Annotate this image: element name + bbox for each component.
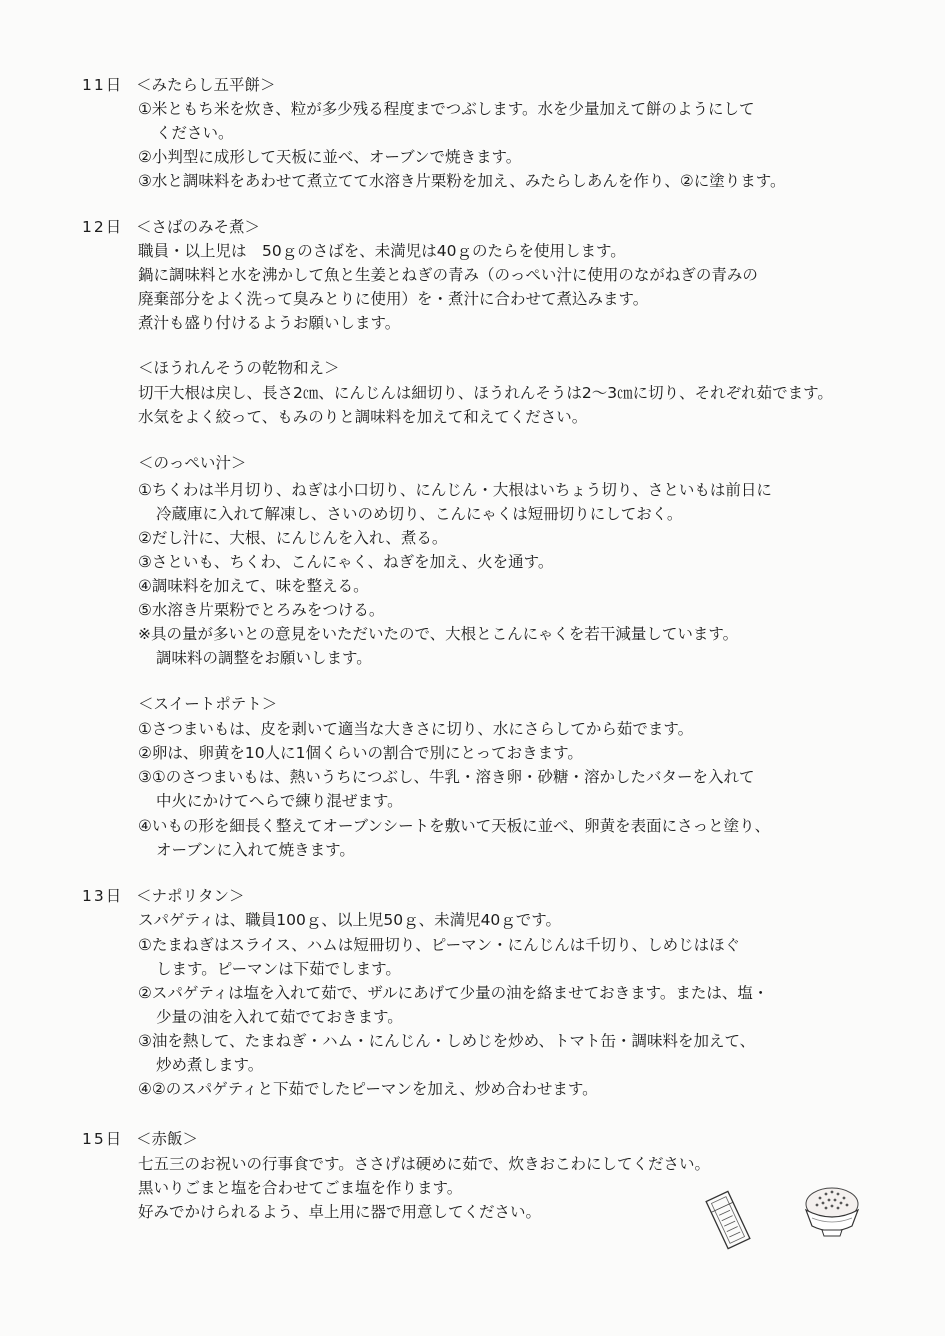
day-13-line-3: します。ピーマンは下茹でします。 — [156, 960, 401, 978]
sweet-potato-line-3: ③①のさつまいもは、熱いうちにつぶし、牛乳・溶き卵・砂糖・溶かしたバターを入れて — [138, 768, 755, 786]
day-15-line-2: 黒いりごまと塩を合わせてごま塩を作ります。 — [138, 1179, 463, 1197]
day-13-date: 13日 — [82, 887, 124, 905]
noppei-line-3: ②だし汁に、大根、にんじんを入れ、煮る。 — [138, 529, 448, 547]
day-12-date: 12日 — [82, 218, 124, 236]
day-11-line-2: ください。 — [156, 124, 234, 142]
spinach-line-2: 水気をよく絞って、もみのりと調味料を加えて和えてください。 — [138, 408, 588, 426]
noppei-line-1: ①ちくわは半月切り、ねぎは小口切り、にんじん・大根はいちょう切り、さといもは前日に — [138, 481, 772, 499]
sweet-potato-line-2: ②卵は、卵黄を10人に1個くらいの割合で別にとっておきます。 — [138, 744, 583, 762]
noppei-soup-title: ＜のっぺい汁＞ — [138, 454, 247, 472]
day-15-heading — [82, 1127, 198, 1151]
day-12-line-1: 職員・以上児は 50ｇのさばを、未満児は40ｇのたらを使用します。 — [138, 242, 626, 260]
day-13-line-8: ④②のスパゲティと下茹でしたピーマンを加え、炒め合わせます。 — [138, 1080, 598, 1098]
noppei-line-4: ③さといも、ちくわ、こんにゃく、ねぎを加え、火を通す。 — [138, 553, 554, 571]
sweet-potato-line-6: オーブンに入れて焼きます。 — [156, 841, 355, 859]
sweet-potato-line-4: 中火にかけてへらで練り混ぜます。 — [156, 792, 403, 810]
day-13-line-1: スパゲティは、職員100ｇ、以上児50ｇ、未満児40ｇです。 — [138, 911, 562, 929]
sweet-potato-title: ＜スイートポテト＞ — [138, 695, 278, 713]
day-11-line-3: ②小判型に成形して天板に並べ、オーブンで焼きます。 — [138, 148, 522, 166]
noppei-line-2: 冷蔵庫に入れて解凍し、さいのめ切り、こんにゃくは短冊切りにしておく。 — [156, 505, 683, 523]
day-15-line-1: 七五三のお祝いの行事食です。ささげは硬めに茹で、炊きおこわにしてください。 — [138, 1155, 710, 1173]
day-11-heading — [82, 73, 276, 97]
noppei-line-5: ④調味料を加えて、味を整える。 — [138, 577, 369, 595]
day-13-line-5: 少量の油を入れて茹でておきます。 — [156, 1008, 403, 1026]
day-15-line-3: 好みでかけられるよう、卓上用に器で用意してください。 — [138, 1203, 542, 1221]
day-13-line-7: 炒め煮します。 — [156, 1056, 264, 1074]
noppei-note-1: ※具の量が多いとの意見をいただいたので、大根とこんにゃくを若干減量しています。 — [138, 625, 739, 643]
sweet-potato-line-1: ①さつまいもは、皮を剥いて適当な大きさに切り、水にさらしてから茹でます。 — [138, 720, 694, 738]
spinach-dish-title: ＜ほうれんそうの乾物和え＞ — [138, 359, 340, 377]
rice-bowl-illustration — [800, 1180, 864, 1240]
day-12-line-3: 廃棄部分をよく洗って臭みとりに使用）を・煮汁に合わせて煮込みます。 — [138, 290, 649, 308]
day-13-line-2: ①たまねぎはスライス、ハムは短冊切り、ピーマン・にんじんは千切り、しめじはほぐ — [138, 936, 741, 954]
day-15-title: ＜赤飯＞ — [136, 1130, 199, 1148]
chitose-ame-illustration — [700, 1190, 756, 1250]
day-11-date: 11日 — [82, 76, 124, 94]
day-12-line-2: 鍋に調味料と水を沸かして魚と生姜とねぎの青み（のっぺい汁に使用のながねぎの青みの — [138, 266, 758, 284]
day-13-line-6: ③油を熱して、たまねぎ・ハム・にんじん・しめじを炒め、トマト缶・調味料を加えて、 — [138, 1032, 756, 1050]
noppei-note-2: 調味料の調整をお願いします。 — [156, 649, 372, 667]
day-12-heading — [82, 215, 260, 239]
day-11-title: ＜みたらし五平餅＞ — [136, 76, 276, 94]
sweet-potato-line-5: ④いもの形を細長く整えてオーブンシートを敷いて天板に並べ、卵黄を表面にさっと塗り、 — [138, 817, 771, 835]
noppei-line-6: ⑤水溶き片栗粉でとろみをつける。 — [138, 601, 385, 619]
spinach-line-1: 切干大根は戻し、長さ2㎝、にんじんは細切り、ほうれんそうは2～3㎝に切り、それぞれ茹でます。 — [138, 384, 833, 402]
day-11-line-1: ①米ともち米を炊き、粒が多少残る程度までつぶします。水を少量加えて餅のようにして — [138, 100, 755, 118]
day-13-heading — [82, 884, 245, 908]
day-13-title: ＜ナポリタン＞ — [136, 887, 245, 905]
day-15-date: 15日 — [82, 1130, 124, 1148]
day-12-line-4: 煮汁も盛り付けるようお願いします。 — [138, 314, 401, 332]
day-11-line-4: ③水と調味料をあわせて煮立てて水溶き片栗粉を加え、みたらしあんを作り、②に塗ります。 — [138, 172, 786, 190]
day-12-title: ＜さばのみそ煮＞ — [136, 218, 261, 236]
day-13-line-4: ②スパゲティは塩を入れて茹で、ザルにあげて少量の油を絡ませておきます。または、塩・ — [138, 984, 769, 1002]
